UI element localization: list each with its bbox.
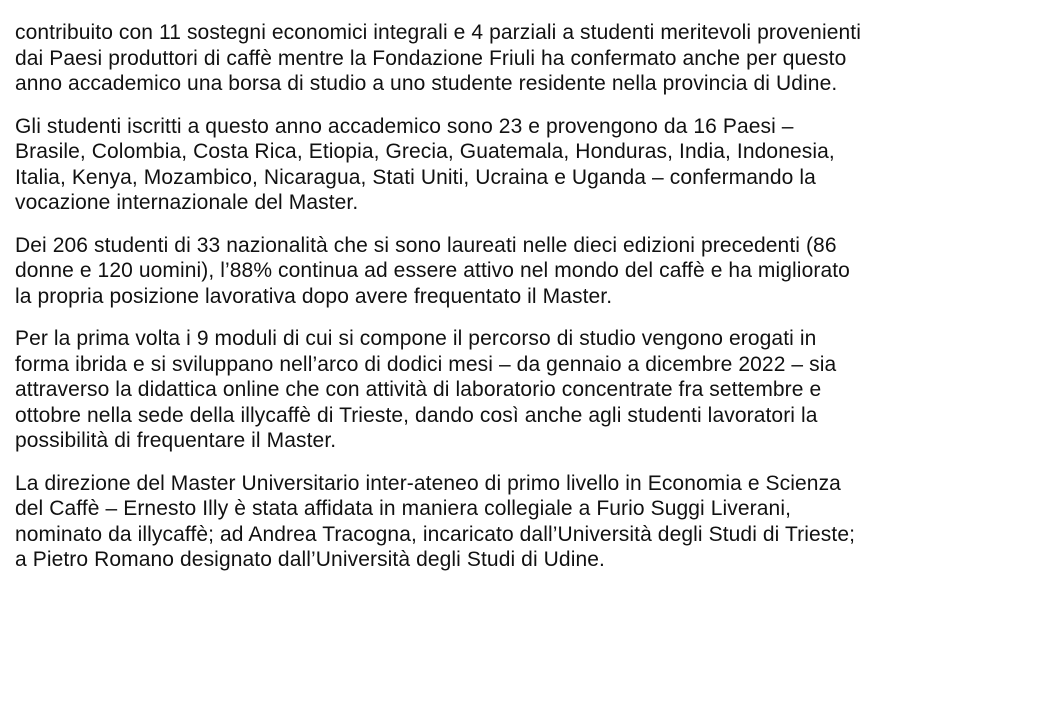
text-line: donne e 120 uomini), l’88% continua ad essere attivo nel mondo del caffè e ha migliorato xyxy=(15,259,850,282)
paragraph-scholarships xyxy=(15,20,1022,97)
text-line: La direzione del Master Universitario inter-ateneo di primo livello in Economia e Scienza xyxy=(15,471,841,495)
text-line: dai Paesi produttori di caffè mentre la Fondazione Friuli ha confermato anche per questo xyxy=(15,46,847,70)
text-line: Brasile, Colombia, Costa Rica, Etiopia, Grecia, Guatemala, Honduras, India, Indonesia, xyxy=(15,140,835,163)
text-line: contribuito con 11 sostegni economici integrali e 4 parziali a studenti meritevoli provenienti xyxy=(15,21,861,44)
text-line: nominato da illycaffè; ad Andrea Tracogna, incaricato dall’Università degli Studi di Trieste; xyxy=(15,522,856,546)
text-line: Italia, Kenya, Mozambico, Nicaragua, Stati Uniti, Ucraina e Uganda – confermando la xyxy=(15,165,816,189)
text-line: vocazione internazionale del Master. xyxy=(15,191,359,214)
text-line: attraverso la didattica online che con attività di laboratorio concentrate fra settembre e xyxy=(15,378,822,401)
paragraph-modules xyxy=(15,326,1022,454)
text-line: anno accademico una borsa di studio a uno studente residente nella provincia di Udine. xyxy=(15,72,838,95)
text-line: Dei 206 studenti di 33 nazionalità che si sono laureati nelle dieci edizioni precedenti (86 xyxy=(15,233,837,257)
paragraph-enrolled-students xyxy=(15,114,1022,216)
text-line: Gli studenti iscritti a questo anno accademico sono 23 e provengono da 16 Paesi – xyxy=(15,114,794,138)
text-line: a Pietro Romano designato dall’Università degli Studi di Udine. xyxy=(15,548,605,571)
text-line: del Caffè – Ernesto Illy è stata affidata in maniera collegiale a Furio Suggi Liverani, xyxy=(15,497,792,520)
text-line: Per la prima volta i 9 moduli di cui si compone il percorso di studio vengono erogati in xyxy=(15,327,817,350)
text-line: possibilità di frequentare il Master. xyxy=(15,429,337,452)
text-line: la propria posizione lavorativa dopo avere frequentato il Master. xyxy=(15,284,613,308)
text-line: ottobre nella sede della illycaffè di Trieste, dando così anche agli studenti lavoratori la xyxy=(15,403,818,427)
paragraph-direction xyxy=(15,471,1022,573)
paragraph-graduates xyxy=(15,233,1022,310)
text-line: forma ibrida e si sviluppano nell’arco di dodici mesi – da gennaio a dicembre 2022 – sia xyxy=(15,352,837,376)
